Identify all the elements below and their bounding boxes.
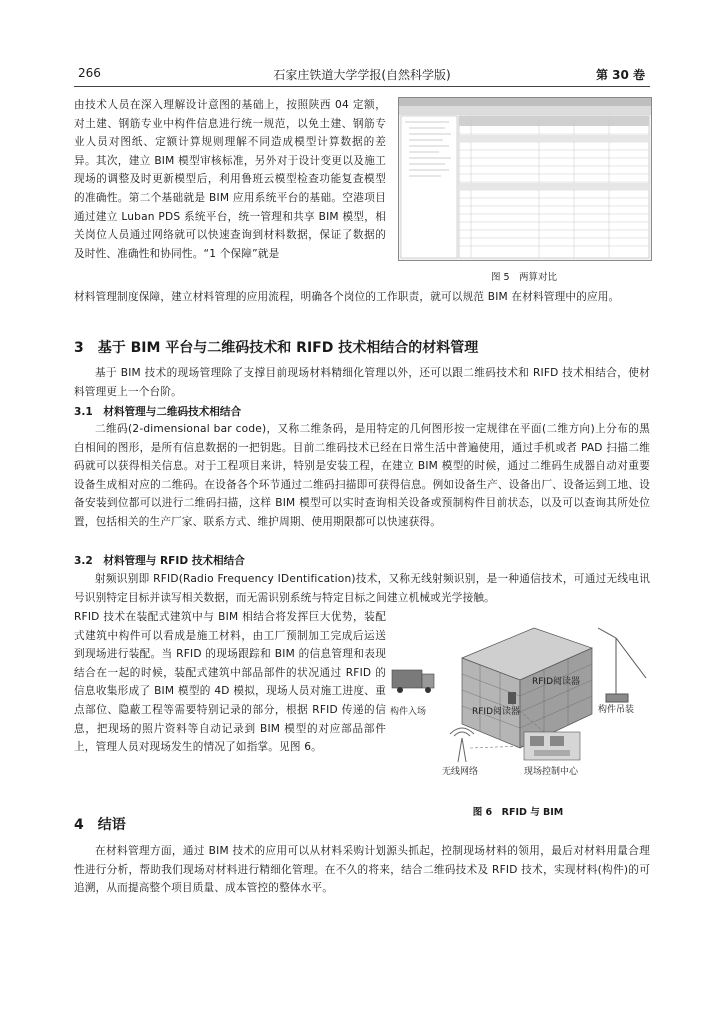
label-rfid-reader-top: RFID阅读器 <box>532 677 581 687</box>
section3-intro: 基于 BIM 技术的现场管理除了支撑目前现场材料精细化管理以外，还可以跟二维码技术和 RIFD 技术相结合，使材料管理更上一个台阶。 <box>74 367 650 398</box>
truck-icon <box>392 670 434 693</box>
label-component-lift: 构件吊装 <box>598 705 635 715</box>
header-rule <box>74 86 650 87</box>
figure6-caption: 图 6 RFID 与 BIM <box>472 807 564 818</box>
subsection31-title: 3.1 材料管理与二维码技术相结合 <box>74 406 242 418</box>
page-number: 266 <box>78 66 101 80</box>
para-top-cont: 材料管理制度保障，建立材料管理的应用流程，明确各个岗位的工作职责，就可以规范 BIM 在材料管理中的应用。 <box>74 291 620 303</box>
rfid-reader-icon <box>508 692 516 704</box>
figure5-caption: 图 5 两算对比 <box>490 272 558 283</box>
volume-label: 第 30 卷 <box>596 68 646 82</box>
subsection32-body-narrow: RFID 技术在装配式建筑中与 BIM 相结合将发挥巨大优势，装配式建筑中构件可以看成是施工材料，由工厂预制加工完成后运送到现场进行装配。当 RFID 的现场跟踪和 BIM 的信息管理和表现结合在一起的时候，装配式建筑中部品部件的状况通过 RFID 的信息收集形成了 BIM 模型的 4D 模拟，现场人员对施工进度、重点部位、隐蔽工程等需要特别记录的部分，根据 RFID 传递的信息，把现场的照片资料等自动记录到 BIM 模型的对应部品部件上，管理人员对现场发生的情况了如指掌。见图 6。 <box>74 611 386 754</box>
label-component-entry: 构件入场 <box>390 707 427 717</box>
figure6-illustration <box>384 608 652 798</box>
label-wireless: 无线网络 <box>442 767 479 777</box>
figure5-graphic <box>399 98 651 260</box>
subsection32-title: 3.2 材料管理与 RFID 技术相结合 <box>74 555 245 567</box>
figure5-screenshot <box>398 97 652 261</box>
section4-title: 4 结语 <box>74 817 126 833</box>
crane-icon <box>598 628 646 702</box>
journal-title: 石家庄铁道大学学报(自然科学版) <box>273 68 451 82</box>
label-control-center: 现场控制中心 <box>524 767 579 777</box>
para-top: 由技术人员在深入理解设计意图的基础上，按照陕西 04 定额，对土建、钢筋专业中构件信息进行统一规范，以免土建、钢筋专业人员对图纸、定额计算规则理解不同造成模型计算数据的差异。其次，建立 BIM 模型审核标准，另外对于设计变更以及施工现场的调整及时更新模型后，利用鲁班云模型检查功能复查模型的准确性。第二个基础就是 BIM 应用系统平台的基础。空港项目通过建立 Luban PDS 系统平台，统一管理和共享 BIM 模型，相关岗位人员通过网络就可以快速查询到材料数据，保证了数据的及时性、准确性和协同性。“1 个保障”就是 <box>74 99 386 260</box>
section4-body: 在材料管理方面，通过 BIM 技术的应用可以从材料采购计划源头抓起，控制现场材料的领用，最后对材料用量合理性进行分析，帮助我们现场对材料进行精细化管理。在不久的将来，结合二维码技术及 RFID 技术，实现材料(构件)的可追溯，从而提高整个项目质量、成本管控的整体水平。 <box>74 845 650 895</box>
section3-title: 3 基于 BIM 平台与二维码技术和 RIFD 技术相结合的材料管理 <box>74 340 479 356</box>
label-rfid-reader-bottom: RFID阅读器 <box>472 707 521 717</box>
subsection32-body: 射频识别即 RFID(Radio Frequency IDentification)技术，又称无线射频识别，是一种通信技术，可通过无线电讯号识别特定目标并读写相关数据，而无需识别系统与特定目标之间建立机械或光学接触。 <box>74 573 650 604</box>
subsection31-body: 二维码(2-dimensional bar code)，又称二维条码，是用特定的几何图形按一定规律在平面(二维方向)上分布的黑白相间的图形，是所有信息数据的一把钥匙。目前二维码技术已经在日常生活中普遍使用，通过手机或者 PAD 扫描二维码就可以获得相关信息。对于工程项目来讲，特别是安装工程，在建立 BIM 模型的时候，通过二维码生成器自动对重要设备生成相对应的二维码。在设备各个环节通过二维码扫描即可获得信息。例如设备生产、设备出厂、设备运到工地、设备安装到位都可以进行二维码扫描，这样 BIM 模型可以实时查询相关设备或预制构件目前状态，以及可以查询其所处位置，包括相关的生产厂家、联系方式、维护周期、使用期限都可以快速获得。 <box>74 423 650 528</box>
control-center-icon <box>524 732 580 760</box>
antenna-icon <box>450 728 474 762</box>
